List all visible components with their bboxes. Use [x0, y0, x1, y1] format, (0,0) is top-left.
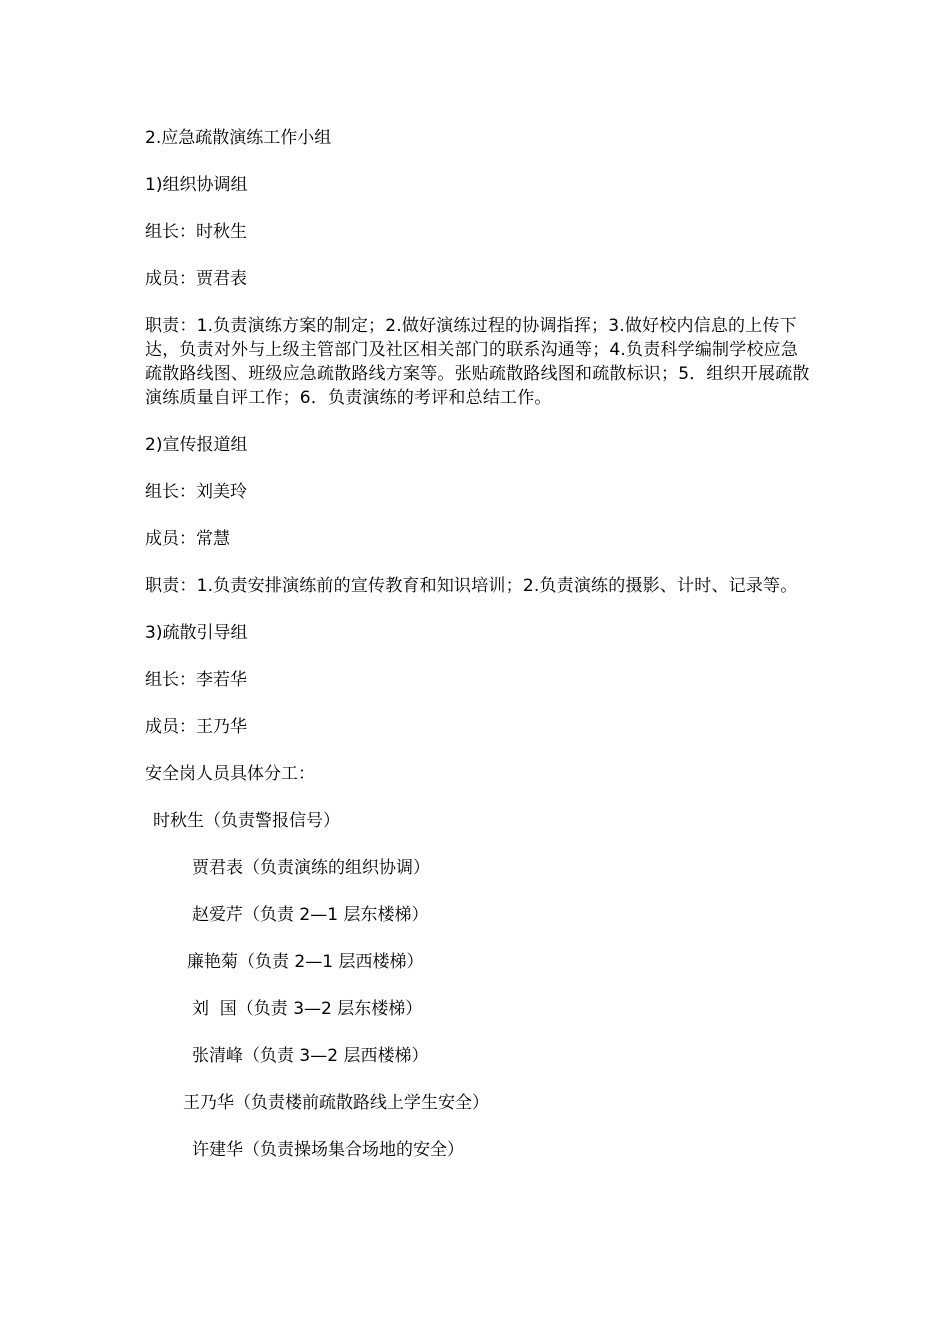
assignment-item: 王乃华（负责楼前疏散路线上学生安全） — [183, 1093, 489, 1113]
group-leader: 组长：刘美玲 — [145, 482, 247, 502]
group-leader: 组长：时秋生 — [145, 222, 247, 242]
group-title: 2)宣传报道组 — [145, 435, 248, 455]
group-leader: 组长：李若华 — [145, 670, 247, 690]
group-members: 成员：王乃华 — [145, 717, 247, 737]
assignment-item: 贾君表（负责演练的组织协调） — [192, 858, 430, 878]
group-title: 1)组织协调组 — [145, 175, 248, 195]
assignment-item: 许建华（负责操场集合场地的安全） — [192, 1140, 464, 1160]
assignment-item: 廉艳菊（负责 2—1 层西楼梯） — [187, 952, 424, 972]
group-members: 成员：常慧 — [145, 529, 230, 549]
group-members: 成员：贾君表 — [145, 269, 247, 289]
group-duties: 职责：1.负责安排演练前的宣传教育和知识培训；2.负责演练的摄影、计时、记录等。 — [145, 576, 798, 596]
assignment-item: 张清峰（负责 3—2 层西楼梯） — [192, 1046, 429, 1066]
assignment-heading: 安全岗人员具体分工： — [145, 764, 315, 784]
document-body — [145, 126, 810, 1185]
group-duties: 职责：1.负责演练方案的制定；2.做好演练过程的协调指挥；3.做好校内信息的上传下达，负责对外与上级主管部门及社区相关部门的联系沟通等；4.负责科学编制学校应急疏散路线图、班级应急疏散路线方案等。张贴疏散路线图和疏散标识；5．组织开展疏散演练质量自评工作；6．负责演练的考评和总结工作。 — [145, 316, 810, 408]
assignment-item: 时秋生（负责警报信号） — [153, 811, 340, 831]
group-title: 3)疏散引导组 — [145, 623, 248, 643]
assignment-item: 赵爱芹（负责 2—1 层东楼梯） — [192, 905, 429, 925]
assignment-item: 刘 国（负责 3—2 层东楼梯） — [192, 999, 423, 1019]
section-heading: 2.应急疏散演练工作小组 — [145, 128, 332, 148]
